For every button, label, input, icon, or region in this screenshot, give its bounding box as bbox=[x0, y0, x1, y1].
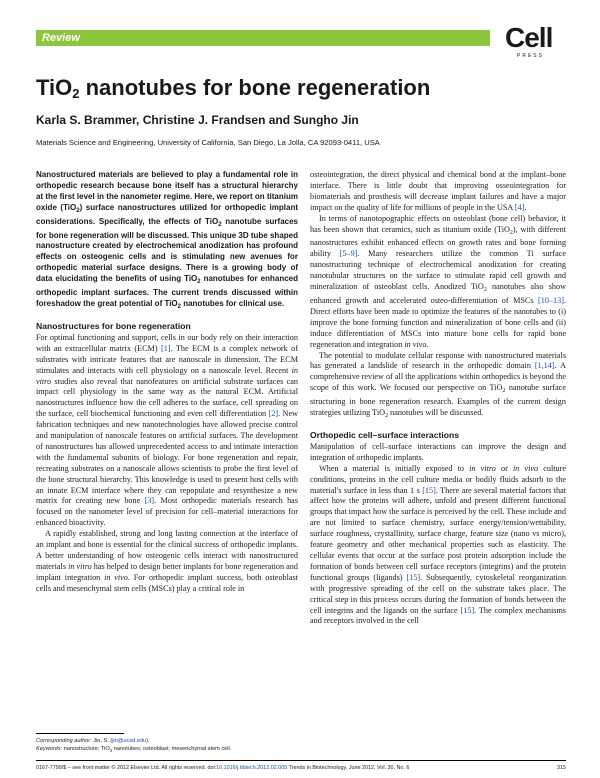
citation-link[interactable]: [10–13] bbox=[538, 295, 564, 305]
abstract: Nanostructured materials are believed to play a fundamental role in orthopedic research because bone itself has a structural hierarchy at the first level in the nanometer regime. Here, we report on titanium oxide (TiO$_2$) surface nanostructures utilized for orthopedic implant considerations. Specifically, the effects of TiO$_2$ nanotube surfaces for bone regeneration will be discussed. This unique 3D tube shaped nanostructure created by electrochemical anodization has profound effects on osteogenic cells and is stimulating new avenues for orthopedic material surface designs. There is a growing body of data elucidating the benefits of using TiO$_2$ nanotubes for enhanced orthopedic implant surfaces. The current trends discussed within foreshadow the great potential of TiO$_2$ nanotubes for clinical use. bbox=[36, 170, 299, 310]
citation-link[interactable]: [15] bbox=[406, 572, 421, 582]
citation-link[interactable]: [1,14] bbox=[534, 361, 555, 371]
body-paragraph: Manipulation of cell–surface interactions can improve the design and integration of orthopedic implants. bbox=[310, 441, 566, 462]
title-subscript: 2 bbox=[72, 86, 80, 101]
footnote-divider bbox=[36, 733, 124, 734]
body-paragraph: In terms of nanotopographic effects on osteoblast (bone cell) behavior, it has been shown that ceramics, such as titanium oxide (TiO$_2$), with different nanostructures exhibit enhanced effects on growth rates and bone forming ability [5–9]. Many researchers utilize the common Ti surface nanostructuring technique of electrochemical anodization for creating nanotubular structures on the surface to stimulate rapid cell growth and mineralization of osteoblast cells. Anodized TiO$_2$ nanotubes also show enhanced growth and accelerated osteo-differentiation of MSCs [10–13]. Direct efforts have been made to optimize the features of the nanotubes to (i) improve the bone forming function and mineralization of bone cells and (ii) induce differentiation of MSCs into mature bone cells for rapid bone regeneration and integration in vivo. bbox=[310, 213, 567, 349]
email-link[interactable]: jin@ucsd.edu bbox=[112, 738, 147, 744]
doi-link[interactable]: 10.1016/j.tibtech.2012.02.005 bbox=[216, 765, 288, 771]
cell-press-logo bbox=[505, 22, 565, 62]
citation-link[interactable]: [1] bbox=[161, 343, 171, 353]
title-part: TiO bbox=[36, 75, 73, 100]
author-list: Karla S. Brammer, Christine J. Frandsen and Sungho Jin bbox=[36, 113, 359, 127]
citation-link[interactable]: [4] bbox=[514, 202, 525, 212]
citation-link[interactable]: [15] bbox=[460, 605, 475, 615]
affiliation: Materials Science and Engineering, University of California, San Diego, La Jolla, CA 92093-0411, USA bbox=[36, 138, 380, 147]
title-part: nanotubes for bone regeneration bbox=[79, 75, 431, 100]
section-banner bbox=[36, 30, 490, 46]
citation-link[interactable]: [15] bbox=[422, 485, 436, 495]
logo-subtitle: PRESS bbox=[517, 53, 544, 59]
footnote: Corresponding author: Jin, S. (jin@ucsd.edu). Keywords: nanostructure; TiO$_2$ nanotubes; osteoblast; mesenchymal stem cell. bbox=[36, 738, 232, 753]
left-column bbox=[36, 170, 298, 595]
citation-link[interactable]: [3] bbox=[144, 496, 155, 506]
body-paragraph: A rapidly established, strong and long lasting connection at the interface of an implant and bone is essential for the clinical success of orthopedic implants. A better understanding of how osteogenic cells interact with nanostructured materials in vitro has helped to design better implants for bone regeneration and implant integration in vivo. For orthopedic implant success, both osteoblast cells and mesenchymal stem cells (MSCs) play a critical role in bbox=[36, 529, 299, 593]
page-number: 315 bbox=[557, 765, 566, 771]
section-heading: Orthopedic cell–surface interactions bbox=[310, 429, 460, 440]
footer-divider bbox=[36, 760, 566, 761]
right-column bbox=[310, 170, 566, 627]
section-heading: Nanostructures for bone regeneration bbox=[36, 320, 191, 331]
footer-info: 0167-7799/$ – see front matter © 2012 Elsevier Ltd. All rights reserved. doi:10.1016/j.tibtech.2012.02.005 Trends in Biotechnology, June 2012, Vol. 30, No. 6 bbox=[36, 765, 410, 771]
body-paragraph: The potential to modulate cellular response with nanostructured materials has generated a landslide of research in the orthopedic domain [1,14]. A comprehensive review of all the applications within orthopedics is beyond the scope of this work. We focused our perspective on TiO$_2$ nanotube surface structuring in bone regeneration research. Examples of the current design strategies utilizing TiO$_2$ nanotubes will be discussed. bbox=[310, 350, 566, 420]
citation-link[interactable]: [2] bbox=[268, 409, 279, 419]
article-title bbox=[36, 74, 430, 108]
citation-link[interactable]: [5–9] bbox=[339, 249, 358, 259]
body-paragraph: For optimal functioning and support, cells in our body rely on their interaction with an extracellular matrix (ECM) [1]. The ECM is a complex network of substrates with intricate features that are nanoscale in dimension. The ECM stimulates and interacts with cell physiology on a nanoscale level. Recent in vitro studies also reveal that nanofeatures on artificial substrate surfaces can impact cell physiology in the same way as the natural ECM. Artificial nanostructures influence how the cell adheres to the surface, cell spreading on the surface, cell biochemical functioning and even cell differentiation [2]. New fabrication techniques and new nanotechnologies have allowed precise control and manipulation of nanoscale features on artificial surfaces. The development of nanostructures has allowed unprecedented access to and intimate interaction with the fundamental subunits of biology. For bone regeneration and repair, recreating substrates on a nanoscale allows scientists to probe the first level of the bone structural hierarchy. This knowledge is used to present host cells with an innate ECM interface where they can repopulate and resynthesize a new matrix for creating new bone [3]. Most orthopedic materials research has focused on the nanometer level of precision for cell–material interactions for enhanced bioactivity. bbox=[36, 332, 299, 528]
body-paragraph: osteointegration, the direct physical and chemical bond at the implant–bone interface. There is little doubt that improving osseointegration for biomaterials and prosthesis will decrease implant failures and have a major impact on the quality of life for millions of people in the USA [4]. bbox=[310, 170, 566, 212]
section-label: Review bbox=[42, 32, 80, 44]
body-paragraph: When a material is initially exposed to in vitro or in vivo culture conditions, proteins in the cell culture media or bodily fluids adsorb to the material's surface in less than 1 s [15]. There are several material factors that affect how the proteins will adhere, unfold and present different functional groups that impact how the surface is perceived by the cell. These include and are not limited to surface chemistry, surface energy/tension/wettability, surface roughness, crystallinity, surface charge, feature size (nano vs micro), feature geometry and other mechanical properties such as elasticity. The cellular events that occur at the surface post protein adsorption include the formation of bonds between cell surface receptors (integrins) and the protein functional groups (ligands) [15]. Subsequently, cytoskeletal reorganization with progressive spreading of the cell on the substrate takes place. The critical step in this process occurs during the formation of bonds between the cell integrins and the ligands on the surface [15]. The complex mechanisms and receptors involved in the cell bbox=[310, 463, 567, 626]
logo-wordmark: Cell bbox=[505, 22, 553, 53]
